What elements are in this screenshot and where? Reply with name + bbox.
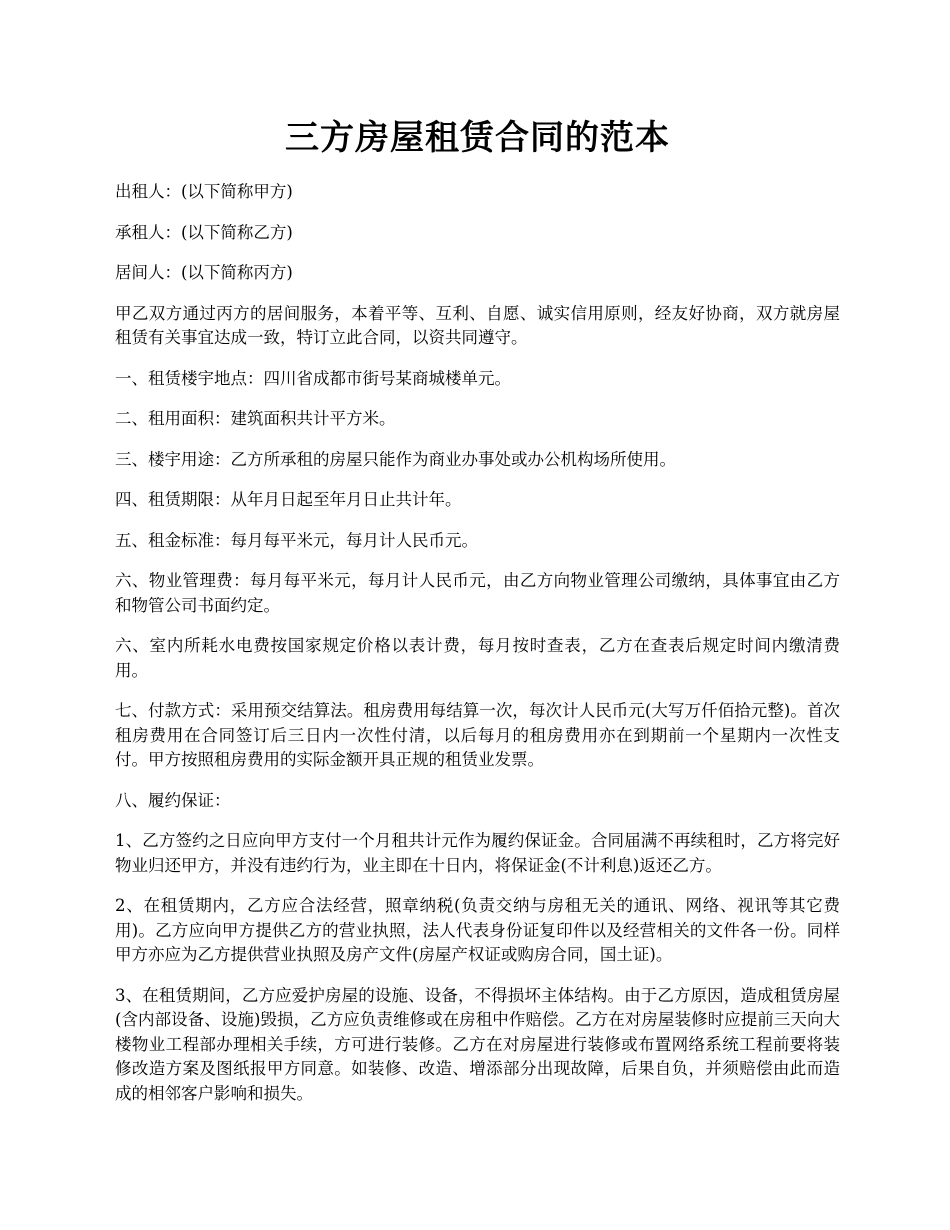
document-body [115,180,840,1106]
clause-area: 二、租用面积：建筑面积共计平方米。 [115,409,396,428]
clause-guarantee: 八、履约保证： [115,790,231,810]
guarantee-item-3: 3、在租赁期间，乙方应爱护房屋的设施、设备，不得损坏主体结构。由于乙方原因，造成租赁房屋(含内部设备、设施)毁损，乙方应负责维修或在房租中作赔偿。乙方在对房屋装修时应提前三天向大楼物业工程部办理相关手续，方可进行装修。乙方在对房屋进行装修或布置网络系统工程前要将装修改造方案及图纸报甲方同意。如装修、改造、增添部分出现故障，后果自负，并须赔偿由此而造成的相邻客户影响和损失。 [115,985,840,1103]
guarantee-item-2: 2、在租赁期内，乙方应合法经营，照章纳税(负责交纳与房租无关的通讯、网络、视讯等其它费用)。乙方应向甲方提供乙方的营业执照，法人代表身份证复印件以及经营相关的文件各一份。同样甲方亦应为乙方提供营业执照及房产文件(房屋产权证或购房合同，国土证)。 [115,896,840,964]
clause-rent: 五、租金标准：每月每平米元，每月计人民币元。 [115,530,478,550]
clause-utilities: 六、室内所耗水电费按国家规定价格以表计费，每月按时查表，乙方在查表后规定时间内缴清费用。 [115,636,840,680]
clause-term: 四、租赁期限：从年月日起至年月日止共计年。 [115,490,462,509]
clause-management-fee: 六、物业管理费：每月每平米元，每月计人民币元，由乙方向物业管理公司缴纳，具体事宜由乙方和物管公司书面约定。 [115,571,840,615]
guarantee-item-1: 1、乙方签约之日应向甲方支付一个月租共计元作为履约保证金。合同届满不再续租时，乙方将完好物业归还甲方，并没有违约行为，业主即在十日内，将保证金(不计利息)返还乙方。 [115,831,840,875]
clause-usage: 三、楼宇用途：乙方所承租的房屋只能作为商业办事处或办公机构场所使用。 [115,449,676,469]
clause-location: 一、租赁楼宇地点：四川省成都市街号某商城楼单元。 [115,368,511,388]
preamble: 甲乙双方通过丙方的居间服务，本着平等、互利、自愿、诚实信用原则，经友好协商，双方就房屋租赁有关事宜达成一致，特订立此合同，以资共同遵守。 [115,303,840,347]
document-title: 三方房屋租赁合同的范本 [285,118,670,158]
party-intermediary: 居间人：(以下简称丙方) [115,263,293,282]
clause-payment: 七、付款方式：采用预交结算法。租房费用每结算一次，每次计人民币元(大写万仟佰拾元整)。首次租房费用在合同签订后三日内一次性付清，以后每月的租房费用亦在到期前一个星期内一次性支付。甲方按照租房费用的实际金额开具正规的租赁业发票。 [115,701,840,769]
document-page [115,0,840,1122]
party-lessor: 出租人：(以下简称甲方) [115,182,293,201]
party-lessee: 承租人：(以下简称乙方) [115,222,293,242]
